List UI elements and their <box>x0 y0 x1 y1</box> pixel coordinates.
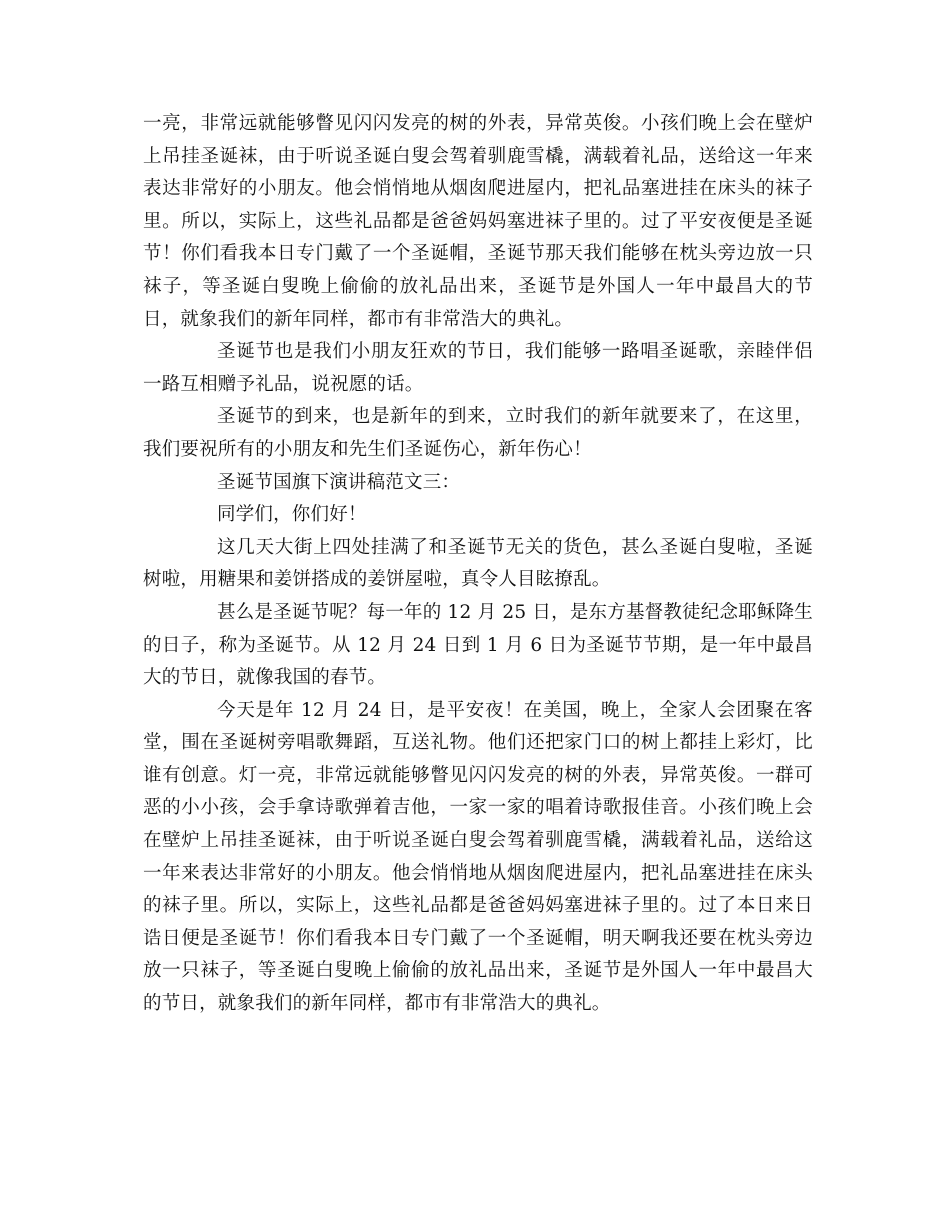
paragraph: 甚么是圣诞节呢？每一年的 12 月 25 日，是东方基督教徒纪念耶稣降生的日子，称为圣诞节。从 12 月 24 日到 1 月 6 日为圣诞节节期，是一年中最昌大的节日，就像我国的春节。 <box>143 601 813 689</box>
paragraph: 这几天大街上四处挂满了和圣诞节无关的货色，甚么圣诞白叟啦，圣诞树啦，用糖果和姜饼搭成的姜饼屋啦，真令人目眩撩乱。 <box>143 536 813 591</box>
greeting: 同学们，你们好！ <box>217 504 367 526</box>
document-body <box>143 108 813 1021</box>
paragraph: 今天是年 12 月 24 日，是平安夜！在美国，晚上，全家人会团聚在客堂，围在圣诞树旁唱歌舞蹈，互送礼物。他们还把家门口的树上都挂上彩灯，比谁有创意。灯一亮，非常远就能够瞥见闪闪发亮的树的外表，异常英俊。一群可恶的小小孩，会手拿诗歌弹着吉他，一家一家的唱着诗歌报佳音。小孩们晚上会在壁炉上吊挂圣诞袜，由于听说圣诞白叟会驾着驯鹿雪橇，满载着礼品，送给这一年来表达非常好的小朋友。他会悄悄地从烟囱爬进屋内，把礼品塞进挂在床头的袜子里。所以，实际上，这些礼品都是爸爸妈妈塞进袜子里的。过了本日来日诰日便是圣诞节！你们看我本日专门戴了一个圣诞帽，明天啊我还要在枕头旁边放一只袜子，等圣诞白叟晚上偷偷的放礼品出来，圣诞节是外国人一年中最昌大的节日，就象我们的新年同样，都市有非常浩大的典礼。 <box>143 699 813 1015</box>
paragraph: 圣诞节的到来，也是新年的到来，立时我们的新年就要来了，在这里，我们要祝所有的小朋友和先生们圣诞伤心，新年伤心！ <box>143 406 813 460</box>
paragraph: 圣诞节也是我们小朋友狂欢的节日，我们能够一路唱圣诞歌，亲睦伴侣一路互相赠予礼品，说祝愿的话。 <box>143 341 813 395</box>
paragraph: 一亮，非常远就能够瞥见闪闪发亮的树的外表，异常英俊。小孩们晚上会在壁炉上吊挂圣诞袜，由于听说圣诞白叟会驾着驯鹿雪橇，满载着礼品，送给这一年来表达非常好的小朋友。他会悄悄地从烟囱爬进屋内，把礼品塞进挂在床头的袜子里。所以，实际上，这些礼品都是爸爸妈妈塞进袜子里的。过了平安夜便是圣诞节！你们看我本日专门戴了一个圣诞帽，圣诞节那天我们能够在枕头旁边放一只袜子，等圣诞白叟晚上偷偷的放礼品出来，圣诞节是外国人一年中最昌大的节日，就象我们的新年同样，都市有非常浩大的典礼。 <box>143 113 813 330</box>
section-heading: 圣诞节国旗下演讲稿范文三： <box>217 471 461 493</box>
